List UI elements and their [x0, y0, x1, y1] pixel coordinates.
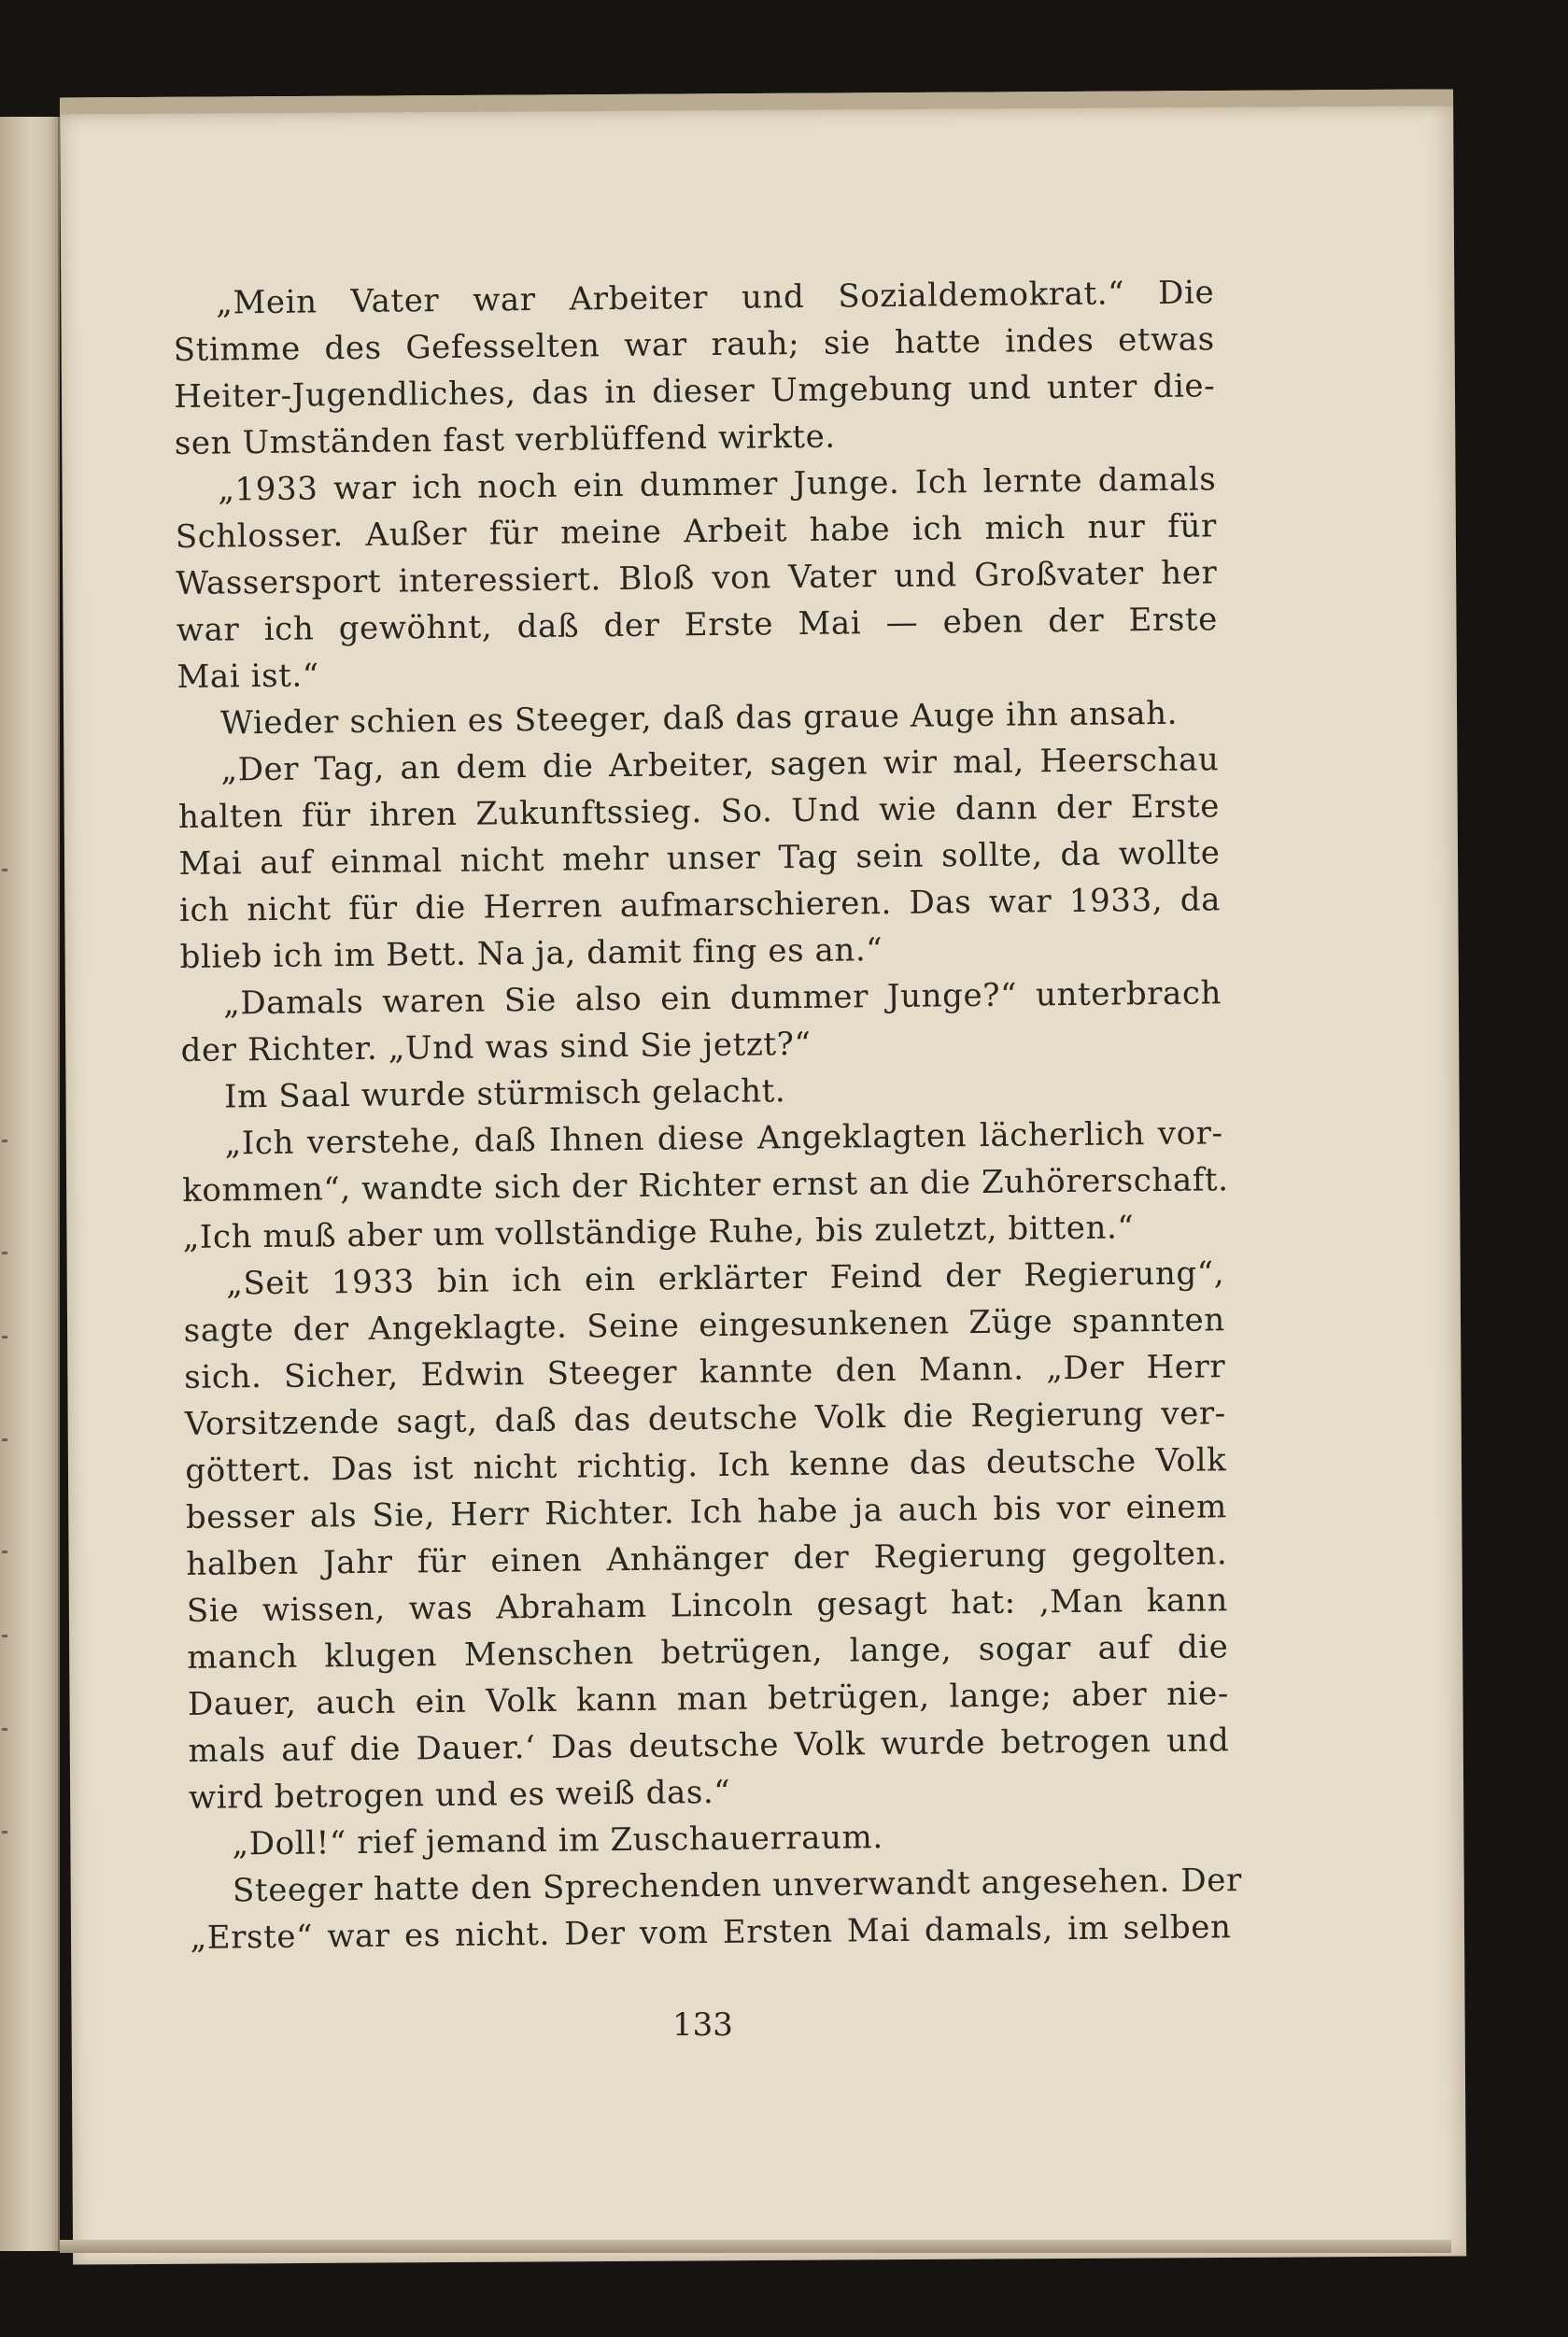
edge-mark	[2, 1252, 7, 1254]
text-line: „Mein Vater war Arbeiter und Sozialdemokrat.“ Die	[216, 274, 1215, 322]
text-line: „Seit 1933 bin ich ein erklärter Feind der Regierung“,	[226, 1254, 1225, 1303]
text-line: „Damals waren Sie also ein dummer Junge?“ unterbrach	[222, 974, 1222, 1023]
text-line: Wassersport interessiert. Bloß von Vater und Großvater her	[176, 554, 1218, 602]
text-line: blieb ich im Bett. Na ja, damit fing es an.“	[179, 931, 883, 976]
text-line: halten für ihren Zukunftssieg. So. Und wie dann der Erste	[177, 787, 1221, 836]
text-line: Steeger hatte den Sprechenden unverwandt angesehen. Der	[232, 1862, 1243, 1910]
body-text	[173, 269, 1243, 1962]
edge-mark	[2, 1551, 7, 1553]
text-line: der Richter. „Und was sind Sie jetzt?“	[180, 1025, 812, 1069]
text-line: sen Umständen fast verblüffend wirkte.	[174, 418, 836, 462]
text-line: „Erste“ war es nicht. Der vom Ersten Mai damals, im selben	[190, 1908, 1232, 1957]
edge-mark	[2, 869, 7, 871]
edge-mark	[2, 1728, 7, 1731]
text-line: sich. Sicher, Edwin Steeger kannte den Mann. „Der Herr	[184, 1348, 1226, 1396]
page-bottom-edge	[60, 2240, 1451, 2253]
edge-mark	[2, 1831, 7, 1834]
text-line: ich nicht für die Herren aufmarschieren. Das war 1933, da	[178, 881, 1222, 929]
text-line: „Ich verstehe, daß Ihnen diese Angeklagten lächerlich vor-	[224, 1114, 1223, 1163]
edge-mark	[2, 1140, 7, 1142]
text-line: war ich gewöhnt, daß der Erste Mai — eben der Erste	[176, 601, 1219, 649]
left-page-edge	[0, 117, 60, 2251]
text-line: halben Jahr für einen Anhänger der Regierung gegolten.	[186, 1535, 1228, 1583]
text-line: kommen“, wandte sich der Richter ernst an die Zuhörerschaft.	[182, 1161, 1229, 1210]
text-line: Dauer, auch ein Volk kann man betrügen, lange; aber nie-	[187, 1675, 1230, 1723]
text-line: Wieder schien es Steeger, daß das graue Auge ihn ansah.	[219, 694, 1179, 743]
text-line: Im Saal wurde stürmisch gelacht.	[223, 1072, 786, 1116]
text-line: wird betrogen und es weiß das.“	[188, 1773, 731, 1817]
text-line: Sie wissen, was Abraham Lincoln gesagt hat: ‚Man kann	[186, 1581, 1229, 1630]
text-line: Vorsitzende sagt, daß das deutsche Volk die Regierung ver-	[184, 1395, 1226, 1443]
edge-mark	[2, 1336, 7, 1338]
text-line: „1933 war ich noch ein dummer Junge. Ich lernte damals	[218, 460, 1217, 509]
text-line: manch klugen Menschen betrügen, lange, sogar auf die	[187, 1628, 1229, 1677]
text-line: Mai auf einmal nicht mehr unser Tag sein sollte, da wollte	[178, 834, 1221, 883]
page-number: 133	[672, 2006, 733, 2044]
text-line: „Der Tag, an dem die Arbeiter, sagen wir mal, Heerschau	[220, 741, 1220, 789]
text-line: sagte der Angeklagte. Seine eingesunkenen Züge spannten	[183, 1301, 1225, 1350]
text-line: Schlosser. Außer für meine Arbeit habe ich mich nur für	[175, 507, 1218, 556]
text-line: besser als Sie, Herr Richter. Ich habe ja auch bis vor einem	[185, 1488, 1228, 1537]
edge-mark	[2, 1635, 7, 1637]
text-line: göttert. Das ist nicht richtig. Ich kenne das deutsche Volk	[185, 1441, 1227, 1490]
text-line: Mai ist.“	[177, 657, 319, 696]
left-page-marks	[0, 117, 19, 2251]
text-line: „Ich muß aber um vollständige Ruhe, bis zuletzt, bitten.“	[182, 1209, 1135, 1256]
text-line: „Doll!“ rief jemand im Zuschauerraum.	[232, 1819, 883, 1863]
edge-mark	[2, 1438, 7, 1441]
text-line: Stimme des Gefesselten war rauh; sie hatte indes etwas	[173, 320, 1215, 369]
text-line: mals auf die Dauer.‘ Das deutsche Volk wurde betrogen und	[188, 1721, 1230, 1770]
text-line: Heiter-Jugendliches, das in dieser Umgebung und unter die-	[174, 367, 1216, 416]
